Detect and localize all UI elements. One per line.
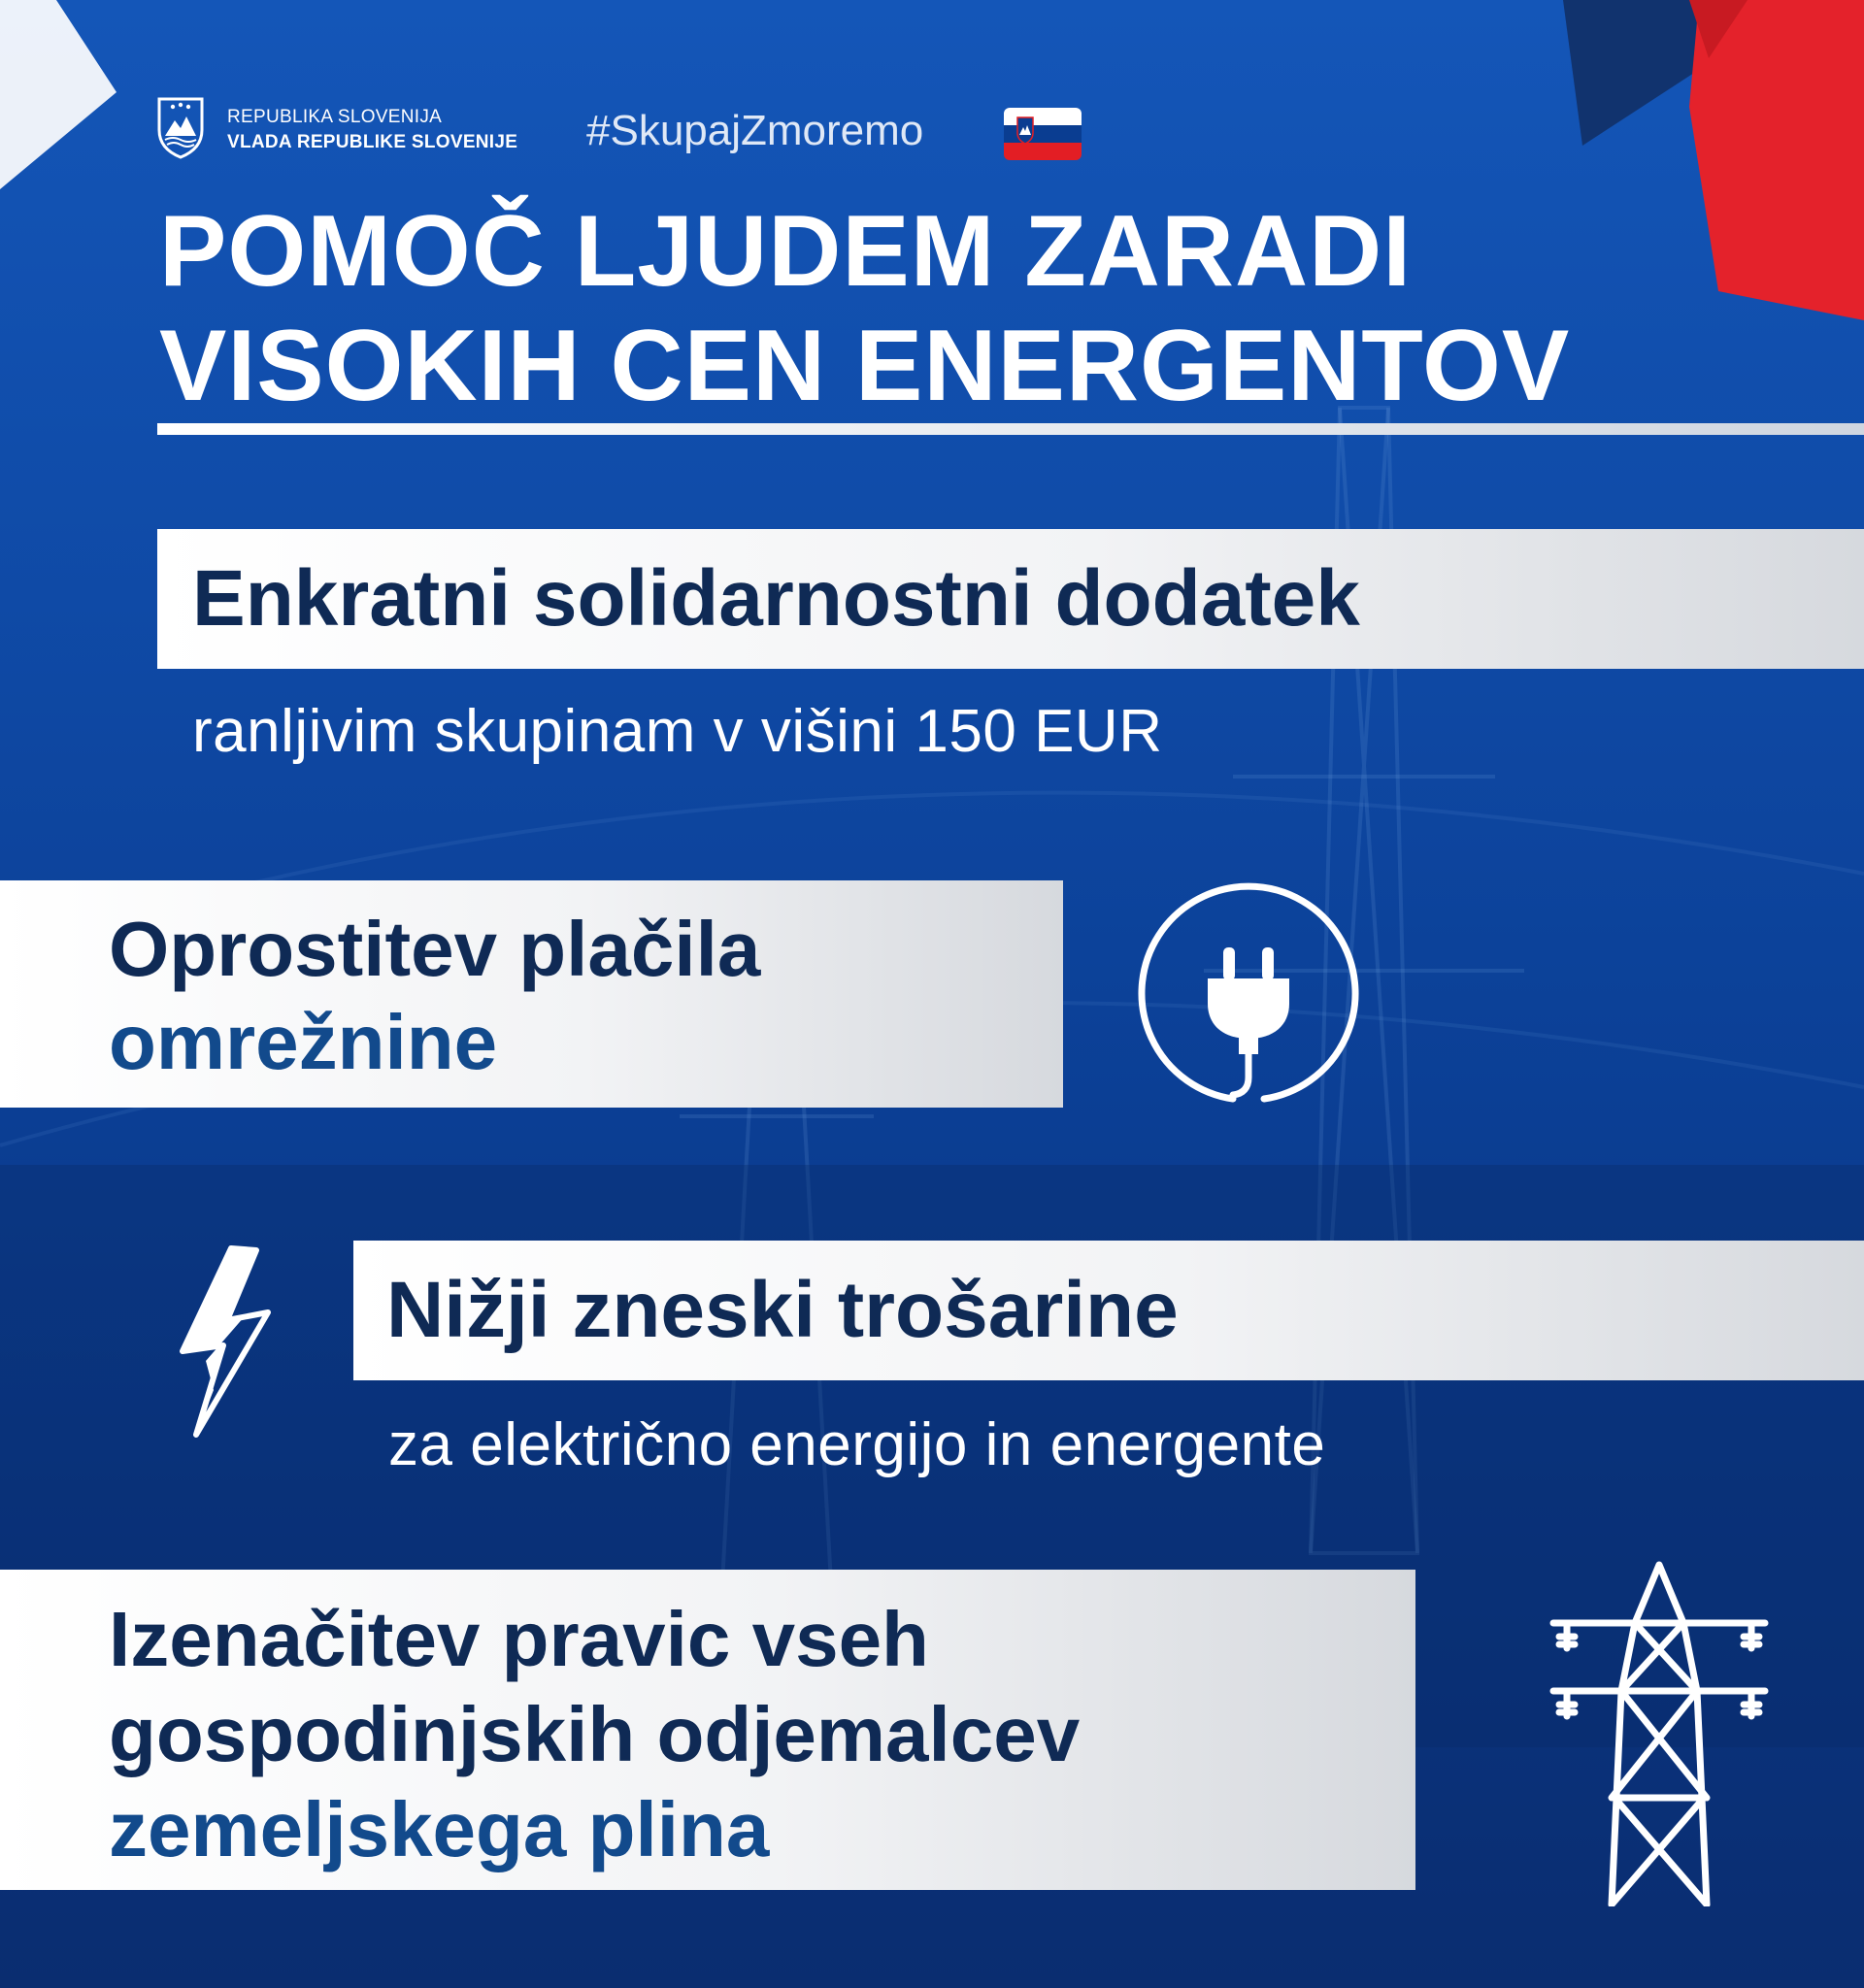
page-title-line1: POMOČ LJUDEM ZARADI (159, 195, 1413, 308)
measure-2-heading-line2: omrežnine (109, 999, 498, 1085)
measure-1-subtitle: ranljivim skupinam v višini 150 EUR (192, 698, 1163, 765)
title-underline (157, 423, 1864, 435)
measure-4-heading-line2: gospodinjskih odjemalcev (109, 1691, 1081, 1777)
measure-1-heading: Enkratni solidarnostni dodatek (192, 554, 1360, 643)
hashtag: #SkupajZmoremo (586, 107, 924, 154)
government-name-line1: REPUBLIKA SLOVENIJA (227, 107, 443, 127)
measure-4-heading-line1: Izenačitev pravic vseh (109, 1596, 929, 1682)
government-name-line2: VLADA REPUBLIKE SLOVENIJE (227, 132, 518, 152)
measure-2-heading-line1: Oprostitev plačila (109, 906, 761, 992)
page-title-line2: VISOKIH CEN ENERGENTOV (159, 310, 1571, 422)
lightning-icon (167, 1244, 283, 1439)
measure-3-heading: Nižji zneski trošarine (386, 1266, 1179, 1354)
measure-3-subtitle: za električno energijo in energente (388, 1411, 1326, 1478)
slovenia-flag-icon (1004, 108, 1082, 160)
power-pylon-icon (1542, 1555, 1777, 1906)
plug-icon (1128, 878, 1369, 1118)
measure-4-heading-line3: zemeljskega plina (109, 1786, 770, 1872)
slovenia-coat-of-arms-icon (155, 95, 206, 159)
